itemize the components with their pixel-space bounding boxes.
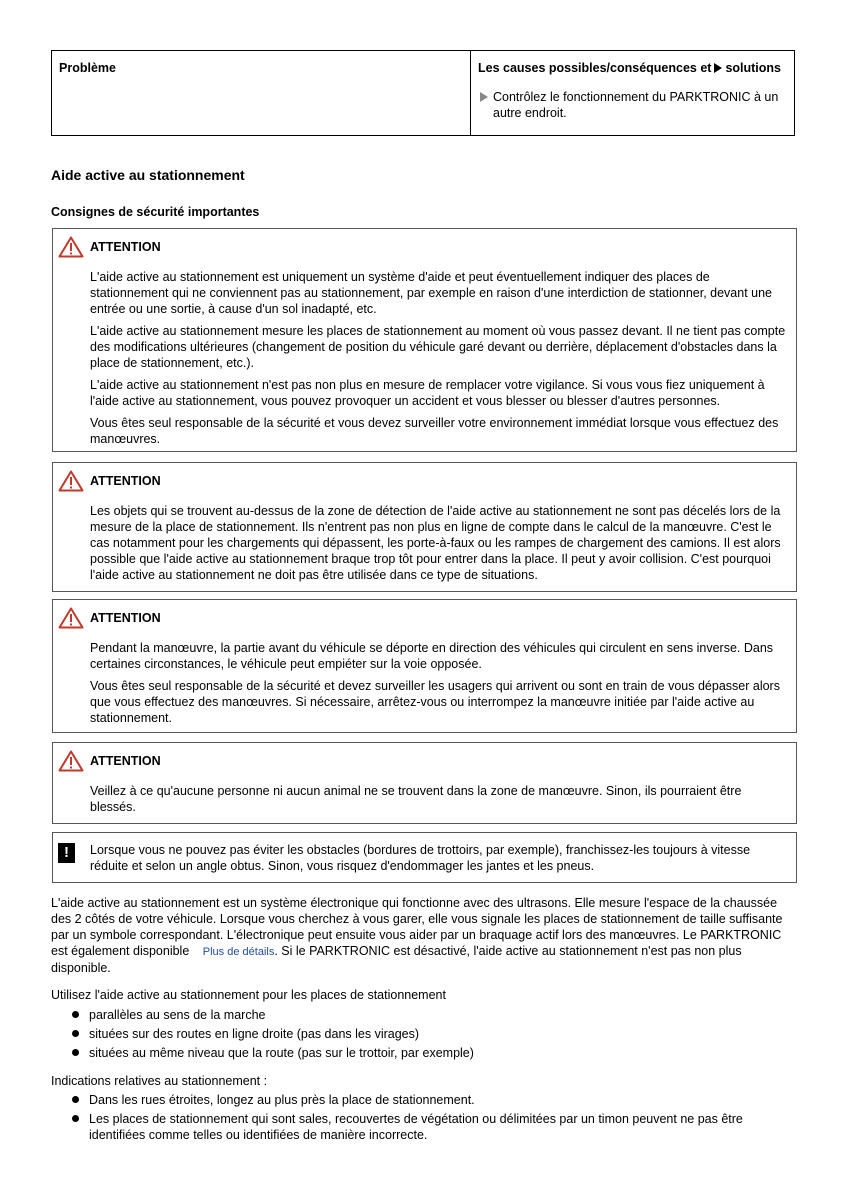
warning-paragraph: L'aide active au stationnement n'est pas non plus en mesure de remplacer votre vigilance. Si vous vous fiez uniquement à l'aide active au stationnement, vous pouvez provoquer un accident et vous blesser ou blesser d'autres personnes.: [90, 378, 765, 408]
problem-table: [51, 50, 795, 136]
list-item-text: parallèles au sens de la marche: [89, 1008, 266, 1022]
more-details-link[interactable]: Plus de détails: [202, 946, 275, 958]
indications-lead: Indications relatives au stationnement :: [51, 1074, 268, 1088]
list-item: [72, 1026, 792, 1042]
usage-list: [72, 1007, 792, 1064]
usage-lead: Utilisez l'aide active au stationnement pour les places de stationnement: [51, 988, 446, 1002]
list-item-text: situées au même niveau que la route (pas sur le trottoir, par exemple): [89, 1046, 474, 1060]
subsection-title: Consignes de sécurité importantes: [51, 205, 260, 219]
note-text: Lorsque vous ne pouvez pas éviter les obstacles (bordures de trottoirs, par exemple), franchissez-les toujours à vitesse réduite et selon un angle obtus. Sinon, vous risquez d'endommager les jantes et les pneus.: [90, 843, 751, 873]
warning-triangle-icon: [58, 607, 84, 629]
bullet-icon: [72, 1030, 79, 1037]
list-item-text: situées sur des routes en ligne droite (pas dans les virages): [89, 1027, 420, 1041]
exclamation-icon: !: [58, 843, 75, 863]
warning-title: ATTENTION: [90, 611, 161, 625]
table-solution: [478, 89, 790, 121]
warning-body: [90, 783, 790, 821]
warning-paragraph: L'aide active au stationnement est uniquement un système d'aide et peut éventuellement indiquer des places de stationnement qui ne conviennent pas au stationnement, par exemple en raison d'une interdiction de stationner, devant une entrée ou une sortie, à cause d'un sol inadapté, etc.: [90, 270, 773, 316]
warning-box: [52, 228, 797, 452]
warning-title: ATTENTION: [90, 474, 161, 488]
intro-text-end: . Si le PARKTRONIC est désactivé, l'aide active au stationnement n'est pas non plus disponible.: [51, 944, 742, 975]
warning-box: [52, 599, 797, 733]
list-item-text: Les places de stationnement qui sont sales, recouvertes de végétation ou délimitées par un timon peuvent ne pas être identifiées comme telles ou identifiées de manière incorrecte.: [89, 1112, 743, 1142]
table-header-solutions: [478, 60, 781, 76]
warning-body: [90, 503, 790, 589]
list-item: [72, 1111, 792, 1143]
list-item: [72, 1007, 792, 1023]
list-item: [72, 1092, 792, 1108]
warning-triangle-icon: [58, 236, 84, 258]
arrow-right-icon: [714, 63, 722, 73]
note-box: [52, 832, 797, 883]
warning-paragraph: Vous êtes seul responsable de la sécurité et vous devez surveiller votre environnement immédiat lorsque vous effectuez des manœuvres.: [90, 416, 779, 446]
bullet-icon: [72, 1049, 79, 1056]
warning-box: [52, 462, 797, 592]
bullet-icon: [72, 1096, 79, 1103]
warning-paragraph: Veillez à ce qu'aucune personne ni aucun animal ne se trouvent dans la zone de manœuvre. Sinon, ils pourraient être blessés.: [90, 784, 742, 814]
bullet-icon: [72, 1115, 79, 1122]
indications-list: [72, 1092, 792, 1146]
list-item: [72, 1045, 792, 1061]
warning-paragraph: L'aide active au stationnement mesure les places de stationnement au moment où vous passez devant. Il ne tient pas compte des modifications ultérieures (changement de position du véhicule garé devant ou derrière, déplacement d'obstacles dans la place de stationnement, etc.).: [90, 324, 786, 370]
warning-paragraph: Vous êtes seul responsable de la sécurité et devez surveiller les usagers qui arrivent ou sont en train de vous dépasser alors que vous effectuez des manœuvres. Si nécessaire, arrêtez-vous ou interrompez la manœuvre initiée par l'aide active au stationnement.: [90, 679, 780, 725]
table-header-problem: Problème: [59, 61, 116, 75]
warning-paragraph: Pendant la manœuvre, la partie avant du véhicule se déporte en direction des véhicules qui circulent en sens inverse. Dans certaines circonstances, le véhicule peut empiéter sur la voie opposée.: [90, 641, 774, 671]
table-header-solutions-label: solutions: [725, 61, 782, 75]
arrow-right-icon: [480, 92, 488, 102]
intro-text: L'aide active au stationnement est un système électronique qui fonctionne avec des ultrasons. Elle mesure l'espace de la chaussée des 2 côtés de votre véhicule. Lorsque vous cherchez à vous garer, elle vous signale les places de stationnement de taille suffisante par un symbole correspondant. L'électronique peut ensuite vous aider par un braquage actif lors des manœuvres. Le PARKTRONIC est également disponible: [51, 896, 783, 958]
warning-triangle-icon: [58, 750, 84, 772]
warning-body: [90, 640, 790, 732]
warning-box: [52, 742, 797, 824]
section-title: Aide active au stationnement: [51, 167, 245, 183]
warning-title: ATTENTION: [90, 240, 161, 254]
warning-triangle-icon: [58, 470, 84, 492]
table-solution-text: Contrôlez le fonctionnement du PARKTRONIC à un autre endroit.: [493, 90, 779, 120]
intro-paragraph: [51, 895, 797, 976]
warning-title: ATTENTION: [90, 754, 161, 768]
warning-body: [90, 269, 790, 453]
list-item-text: Dans les rues étroites, longez au plus près la place de stationnement.: [89, 1093, 475, 1107]
bullet-icon: [72, 1011, 79, 1018]
table-header-causes-label: Les causes possibles/conséquences et: [478, 61, 712, 75]
table-divider: [470, 51, 471, 135]
warning-paragraph: Les objets qui se trouvent au-dessus de la zone de détection de l'aide active au stationnement ne sont pas décelés lors de la mesure de la place de stationnement. Ils n'entrent pas non plus en ligne de compte dans le calcul de la manœuvre. C'est le cas notamment pour les chargements qui dépassent, les porte-à-faux ou les rampes de chargement des camions. Il est alors possible que l'aide active au stationnement braque trop tôt pour entrer dans la place. Il peut y avoir collision. C'est pourquoi l'aide active au stationnement ne doit pas être utilisée dans ce type de situations.: [90, 504, 781, 582]
